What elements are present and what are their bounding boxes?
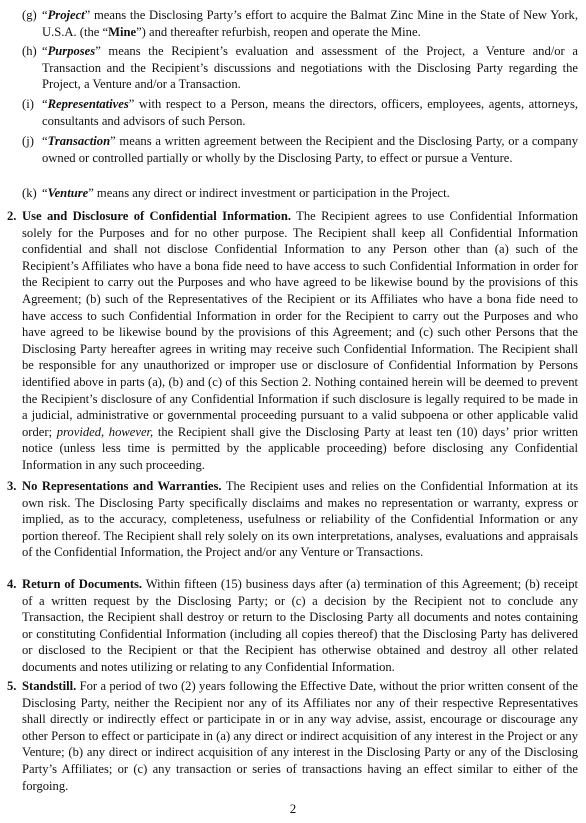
- definition-marker: (k): [22, 186, 37, 200]
- defined-term: Transaction: [47, 134, 111, 148]
- section-heading: Use and Disclosure of Confidential Information.: [22, 209, 292, 223]
- defined-term: Purposes: [47, 44, 96, 58]
- section-number: 4.: [7, 577, 17, 591]
- page-number: 2: [289, 801, 297, 816]
- definition-marker: (i): [22, 97, 34, 111]
- definition-marker: (h): [22, 44, 37, 58]
- section-number: 2.: [7, 209, 17, 223]
- definition-marker: (j): [22, 134, 34, 148]
- section-2: 2. Use and Disclosure of Confidential Information. The Recipient agrees to use Confidential Information solely for the Purposes and for no other purpose. The Recipient shall keep all Confidential Information confidential and shall not disclose Confidential Information to any Person other than (a) such of the Recipient’s Affiliates who have a bona fide need to have access to such Confidential Information in order for the Recipient to carry out the Purposes and who have agreed to be likewise bound by the provisions of this Agreement; (b) such of the Representatives of the Recipient or its Affiliates who have a bona fide need to have access to such Confidential Information in order for the Recipient to carry out the Purposes and who have agreed to be likewise bound by the provisions of this Agreement; and (c) such other Persons that the Disclosing Party hereafter agrees in writing may receive such Confidential Information. The Recipient shall be responsible for any unauthorized or improper use or disclosure of Confidential Information by Persons identified above in parts (a), (b) and (c) of this Section 2. Nothing contained herein will be deemed to prevent the Recipient’s disclosure of any Confidential Information if such disclosure is legally required to be made in a judicial, administrative or governmental proceeding pursuant to a valid subpoena or other applicable valid order; provided, however, the Recipient shall give the Disclosing Party at least ten (10) days’ prior written notice (unless less time is permitted by the applicable proceeding) before disclosing any Confidential Information in any such proceeding.: [7, 209, 578, 472]
- defined-term: Mine: [108, 24, 137, 39]
- section-number: 5.: [7, 679, 17, 693]
- definition-i: (i) “Representatives” with respect to a Person, means the directors, officers, employees, agents, attorneys, consultants and advisors of such Person.: [22, 97, 578, 128]
- section-number: 3.: [7, 479, 17, 493]
- section-5: 5. Standstill. For a period of two (2) years following the Effective Date, without the prior written consent of the Disclosing Party, neither the Recipient nor any of its Affiliates nor any of their respective Representatives shall directly or indirectly effect or participate in or in any way advise, assist, encourage or discourage any other Person to effect or participate in (a) any direct or indirect acquisition of any interest in the Project or any Venture; (b) any direct or indirect acquisition of any interest in the Disclosing Party or any of the Disclosing Party’s Affiliates; or (c) any transaction or series of transactions having an effect similar to either of the forgoing.: [7, 679, 578, 793]
- section-4: 4. Return of Documents. Within fifteen (15) business days after (a) termination of this Agreement; (b) receipt of a written request by the Disclosing Party; or (c) a decision by the Recipient not to conclude any Transaction, the Recipient shall destroy or return to the Disclosing Party all documents and notes containing or constituting Confidential Information (including all copies thereof) that the Disclosing Party has delivered or disclosed to the Recipient or that the Recipient has otherwise obtained and destroy all other related documents and notes utilizing or relating to any Confidential Information.: [7, 577, 579, 674]
- section-heading: Return of Documents.: [22, 577, 143, 591]
- definition-marker: (g): [22, 8, 37, 22]
- section-heading: No Representations and Warranties.: [22, 479, 222, 493]
- definition-k: (k) “Venture” means any direct or indirect investment or participation in the Project.: [22, 186, 450, 200]
- section-heading: Standstill.: [22, 679, 77, 693]
- section-3: 3. No Representations and Warranties. The Recipient uses and relies on the Confidential Information at its own risk. The Disclosing Party specifically disclaims and makes no representation or warranty, express or implied, as to the accuracy, completeness, usefulness or reliability of the Confidential Information or any portion thereof. The Recipient shall rely solely on its own interpretations, analyses, evaluations and appraisals of the Confidential Information, the Project and/or any Venture or Transactions.: [7, 479, 578, 560]
- defined-term: Project: [47, 8, 85, 22]
- definition-g: (g) “Project” means the Disclosing Party’s effort to acquire the Balmat Zinc Mine in the State of New York, U.S.A. (the “Mine”) and thereafter refurbish, reopen and operate the Mine.: [22, 8, 578, 39]
- defined-term: Representatives: [47, 97, 129, 111]
- defined-term: Venture: [47, 186, 89, 200]
- definition-j: (j) “Transaction” means a written agreement between the Recipient and the Disclosing Party, or a company owned or controlled partially or wholly by the Disclosing Party, to effect or pursue a Venture.: [22, 134, 578, 165]
- definition-h: (h) “Purposes” means the Recipient’s evaluation and assessment of the Project, a Venture and/or a Transaction and the Recipient’s discussions and negotiations with the Disclosing Party regarding the Project, a Venture and/or a Transaction.: [22, 44, 578, 92]
